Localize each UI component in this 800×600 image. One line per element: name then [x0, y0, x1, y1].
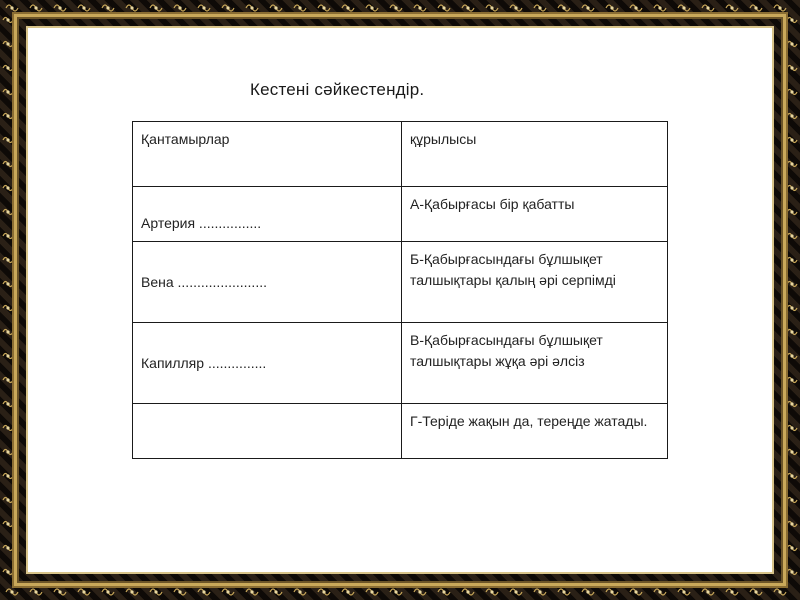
- frame-gem: [418, 6, 421, 9]
- frame-gem: [6, 42, 9, 45]
- frame-gem: [610, 590, 613, 593]
- frame-gem: [586, 6, 589, 9]
- frame-gem: [442, 6, 445, 9]
- frame-gem: [538, 6, 541, 9]
- frame-gem: [178, 590, 181, 593]
- frame-gem: [130, 6, 133, 9]
- frame-gem: [274, 6, 277, 9]
- frame-gem: [6, 354, 9, 357]
- frame-gem: [6, 114, 9, 117]
- frame-gem: [6, 66, 9, 69]
- frame-gem: [6, 402, 9, 405]
- matching-table: [132, 121, 668, 459]
- frame-gem: [442, 590, 445, 593]
- frame-gem: [82, 6, 85, 9]
- frame-gem: [6, 474, 9, 477]
- frame-gem: [490, 6, 493, 9]
- frame-gem: [682, 590, 685, 593]
- frame-gem: [514, 590, 517, 593]
- frame-gem: [6, 378, 9, 381]
- frame-gem: [634, 6, 637, 9]
- frame-gem: [6, 522, 9, 525]
- frame-gem: [790, 474, 793, 477]
- frame-gem: [226, 590, 229, 593]
- frame-gem: [58, 6, 61, 9]
- frame-gem: [106, 590, 109, 593]
- frame-gem: [586, 590, 589, 593]
- frame-gem: [562, 6, 565, 9]
- slide-content: [28, 28, 772, 572]
- frame-gem: [790, 162, 793, 165]
- frame-gem: [6, 90, 9, 93]
- frame-gem: [370, 590, 373, 593]
- frame-gem: [6, 498, 9, 501]
- table-cell-structure: Б-Қабырғасындағы бұлшықет талшықтары қалың әрі серпімді: [402, 242, 668, 323]
- frame-gem: [10, 6, 13, 9]
- frame-gem: [634, 590, 637, 593]
- frame-gem: [6, 210, 9, 213]
- frame-gem: [6, 306, 9, 309]
- frame-gem: [466, 6, 469, 9]
- frame-gem: [346, 6, 349, 9]
- table-cell-vessel: [133, 404, 402, 459]
- table-cell-structure: Г-Теріде жақын да, тереңде жатады.: [402, 404, 668, 459]
- slide-title: Кестені сәйкестендір.: [250, 80, 425, 99]
- frame-gem: [394, 590, 397, 593]
- frame-gem: [6, 18, 9, 21]
- frame-gem: [790, 426, 793, 429]
- frame-gem: [790, 234, 793, 237]
- frame-gem: [790, 258, 793, 261]
- frame-gem: [6, 330, 9, 333]
- frame-gem: [706, 590, 709, 593]
- table-header-cell-structure: құрылысы: [402, 122, 668, 187]
- frame-gem: [394, 6, 397, 9]
- frame-gem: [6, 282, 9, 285]
- frame-gem: [754, 6, 757, 9]
- frame-gem: [6, 186, 9, 189]
- frame-gem: [790, 378, 793, 381]
- frame-gem: [610, 6, 613, 9]
- frame-gem: [790, 90, 793, 93]
- frame-gem: [490, 590, 493, 593]
- frame-gem: [10, 590, 13, 593]
- frame-gem: [6, 570, 9, 573]
- frame-gem: [274, 590, 277, 593]
- frame-gem: [658, 590, 661, 593]
- frame-gem: [790, 18, 793, 21]
- frame-gem: [790, 114, 793, 117]
- frame-gem: [6, 426, 9, 429]
- frame-gem: [538, 590, 541, 593]
- frame-gem: [322, 6, 325, 9]
- frame-gem: [322, 590, 325, 593]
- table-cell-vessel: Капилляр ...............: [133, 323, 402, 404]
- frame-gem: [178, 6, 181, 9]
- table-cell-vessel: Артерия ................: [133, 187, 402, 242]
- table-header-cell-vessels: Қантамырлар: [133, 122, 402, 187]
- frame-gem: [250, 6, 253, 9]
- frame-gem: [790, 354, 793, 357]
- frame-gem: [34, 6, 37, 9]
- table-cell-structure: В-Қабырғасындағы бұлшықет талшықтары жұқа әрі әлсіз: [402, 323, 668, 404]
- frame-gem: [298, 590, 301, 593]
- frame-gem: [6, 450, 9, 453]
- frame-gem: [790, 282, 793, 285]
- frame-gem: [730, 590, 733, 593]
- table-row: [133, 404, 668, 459]
- frame-gem: [778, 6, 781, 9]
- frame-gem: [790, 306, 793, 309]
- frame-gem: [790, 66, 793, 69]
- frame-gem: [790, 522, 793, 525]
- frame-gem: [790, 402, 793, 405]
- frame-gem: [658, 6, 661, 9]
- frame-gem: [250, 590, 253, 593]
- frame-gem: [202, 6, 205, 9]
- frame-gem: [778, 590, 781, 593]
- frame-gem: [6, 258, 9, 261]
- frame-gem: [682, 6, 685, 9]
- frame-gem: [754, 590, 757, 593]
- frame-gem: [154, 590, 157, 593]
- frame-gem: [790, 210, 793, 213]
- frame-gem: [418, 590, 421, 593]
- frame-gem: [154, 6, 157, 9]
- frame-gem: [6, 234, 9, 237]
- frame-gem: [790, 570, 793, 573]
- frame-gem: [6, 546, 9, 549]
- frame-gem: [466, 590, 469, 593]
- frame-gem: [226, 6, 229, 9]
- frame-gem: [790, 186, 793, 189]
- frame-gem: [790, 42, 793, 45]
- frame-gem: [346, 590, 349, 593]
- frame-gem: [514, 6, 517, 9]
- table-row: [133, 187, 668, 242]
- frame-gem: [790, 450, 793, 453]
- frame-gem: [298, 6, 301, 9]
- frame-gem: [202, 590, 205, 593]
- frame-gem: [58, 590, 61, 593]
- frame-gem: [6, 162, 9, 165]
- frame-gem: [130, 590, 133, 593]
- frame-gem: [706, 6, 709, 9]
- frame-gem: [106, 6, 109, 9]
- frame-gem: [34, 590, 37, 593]
- frame-gem: [6, 138, 9, 141]
- frame-gem: [730, 6, 733, 9]
- frame-gem: [790, 330, 793, 333]
- frame-gem: [370, 6, 373, 9]
- frame-gem: [82, 590, 85, 593]
- frame-gem: [790, 498, 793, 501]
- frame-gem: [790, 138, 793, 141]
- frame-gem: [790, 546, 793, 549]
- table-row: [133, 242, 668, 323]
- table-row: [133, 323, 668, 404]
- table-header-row: [133, 122, 668, 187]
- table-cell-structure: А-Қабырғасы бір қабатты: [402, 187, 668, 242]
- frame-gem: [562, 590, 565, 593]
- table-cell-vessel: Вена .......................: [133, 242, 402, 323]
